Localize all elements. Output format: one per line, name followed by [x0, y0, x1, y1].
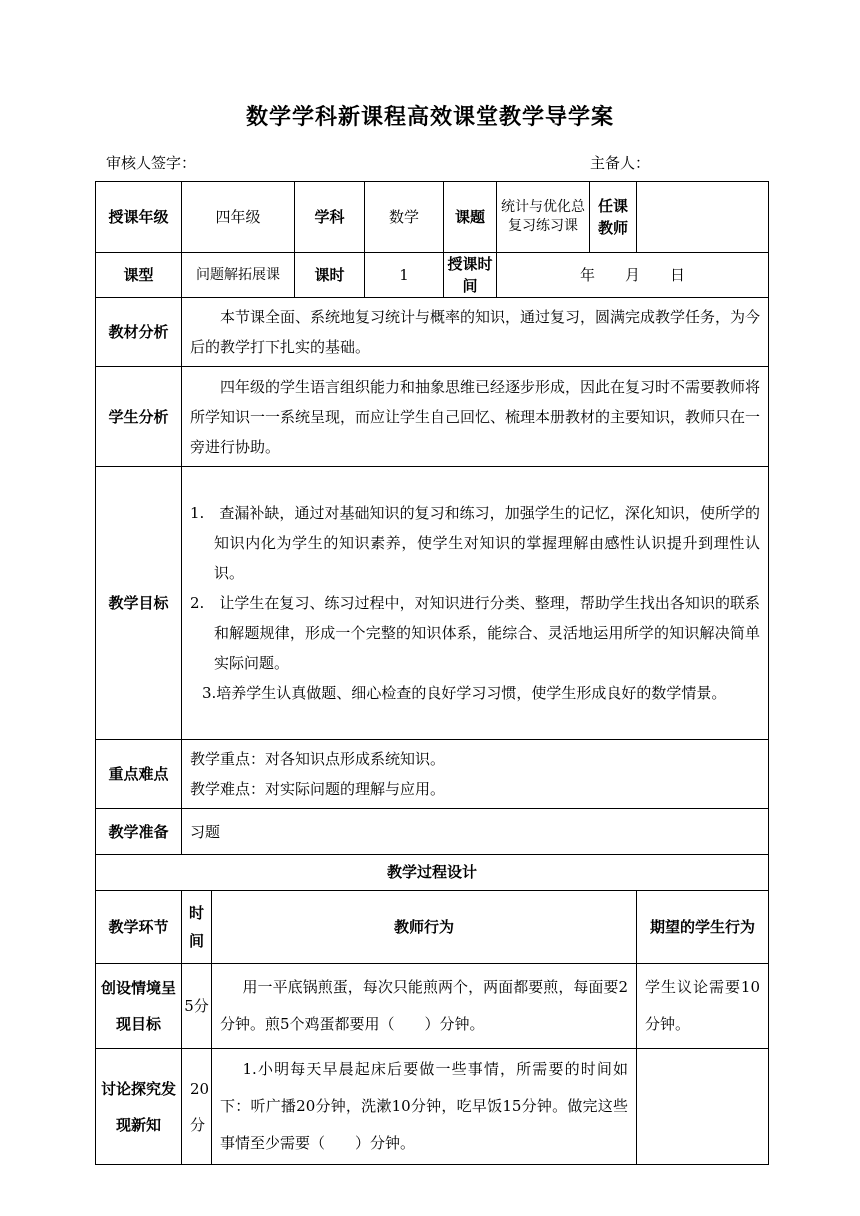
- process-student-action: [637, 1049, 769, 1165]
- process-teacher-action: 用一平底锅煎蛋，每次只能煎两个，两面都要煎，每面要2分钟。煎5个鸡蛋都要用（ ）分钟。: [212, 964, 637, 1049]
- prep-row: [96, 809, 769, 855]
- topic-label: 课题: [444, 182, 497, 253]
- process-student-action: 学生议论需要10分钟。: [637, 964, 769, 1049]
- key-point: 教学重点：对各知识点形成系统知识。: [190, 750, 446, 768]
- material-label: 教材分析: [96, 298, 182, 367]
- topic-value: 统计与优化总复习练习课: [497, 182, 590, 253]
- time-value: 年 月 日: [497, 253, 769, 298]
- material-row: [96, 298, 769, 367]
- grade-label: 授课年级: [96, 182, 182, 253]
- subject-label: 学科: [295, 182, 365, 253]
- process-row: [96, 964, 769, 1049]
- reviewer-signature-label: 审核人签字：: [106, 154, 197, 172]
- key-row: [96, 740, 769, 809]
- prep-label: 教学准备: [96, 809, 182, 855]
- process-title-row: [96, 855, 769, 891]
- student-text: 四年级的学生语言组织能力和抽象思维已经逐步形成，因此在复习时不需要教师将所学知识一一系统呈现，而应让学生自己回忆、梳理本册教材的主要知识，教师只在一旁进行协助。: [182, 367, 769, 467]
- hours-label: 课时: [295, 253, 365, 298]
- preparer-label: 主备人：: [590, 154, 651, 172]
- head-time: 时间: [182, 891, 212, 964]
- prep-text: 习题: [182, 809, 769, 855]
- teacher-value: [637, 182, 769, 253]
- head-teacher: 教师行为: [212, 891, 637, 964]
- time-label: 授课时间: [444, 253, 497, 298]
- grade-value: 四年级: [182, 182, 295, 253]
- process-header-row: [96, 891, 769, 964]
- goals-list: [182, 467, 769, 740]
- goal-item: 3.培养学生认真做题、细心检查的良好学习习惯，使学生形成良好的数学情景。: [202, 684, 727, 702]
- teacher-label: 任课教师: [590, 182, 637, 253]
- process-stage: 讨论探究发现新知: [96, 1049, 182, 1165]
- info-row-2: [96, 253, 769, 298]
- material-text: 本节课全面、系统地复习统计与概率的知识，通过复习，圆满完成教学任务，为今后的教学打下扎实的基础。: [182, 298, 769, 367]
- head-student: 期望的学生行为: [637, 891, 769, 964]
- process-time: 5分: [182, 964, 212, 1049]
- process-row: [96, 1049, 769, 1165]
- info-row-1: [96, 182, 769, 253]
- difficult-point: 教学难点：对实际问题的理解与应用。: [190, 780, 446, 798]
- lesson-plan-table: [95, 181, 769, 1165]
- process-time: 20分: [182, 1049, 212, 1165]
- subject-value: 数学: [365, 182, 444, 253]
- goals-row: [96, 467, 769, 740]
- page-title: 数学学科新课程高效课堂教学导学案: [245, 105, 614, 130]
- hours-value: 1: [365, 253, 444, 298]
- student-label: 学生分析: [96, 367, 182, 467]
- goals-label: 教学目标: [96, 467, 182, 740]
- key-label: 重点难点: [96, 740, 182, 809]
- process-teacher-action: 1.小明每天早晨起床后要做一些事情，所需要的时间如下：听广播20分钟，洗漱10分钟，吃早饭15分钟。做完这些事情至少需要（ ）分钟。: [212, 1049, 637, 1165]
- head-stage: 教学环节: [96, 891, 182, 964]
- type-value: 问题解拓展课: [182, 253, 295, 298]
- student-row: [96, 367, 769, 467]
- key-text: [182, 740, 769, 809]
- process-section-title: 教学过程设计: [96, 855, 769, 891]
- process-stage: 创设情境呈现目标: [96, 964, 182, 1049]
- goal-item: 2. 让学生在复习、练习过程中，对知识进行分类、整理，帮助学生找出各知识的联系和解题规律，形成一个完整的知识体系，能综合、灵活地运用所学的知识解决简单实际问题。: [190, 594, 761, 672]
- type-label: 课型: [96, 253, 182, 298]
- goal-item: 1. 查漏补缺，通过对基础知识的复习和练习，加强学生的记忆，深化知识，使所学的知识内化为学生的知识素养，使学生对知识的掌握理解由感性认识提升到理性认识。: [190, 504, 761, 582]
